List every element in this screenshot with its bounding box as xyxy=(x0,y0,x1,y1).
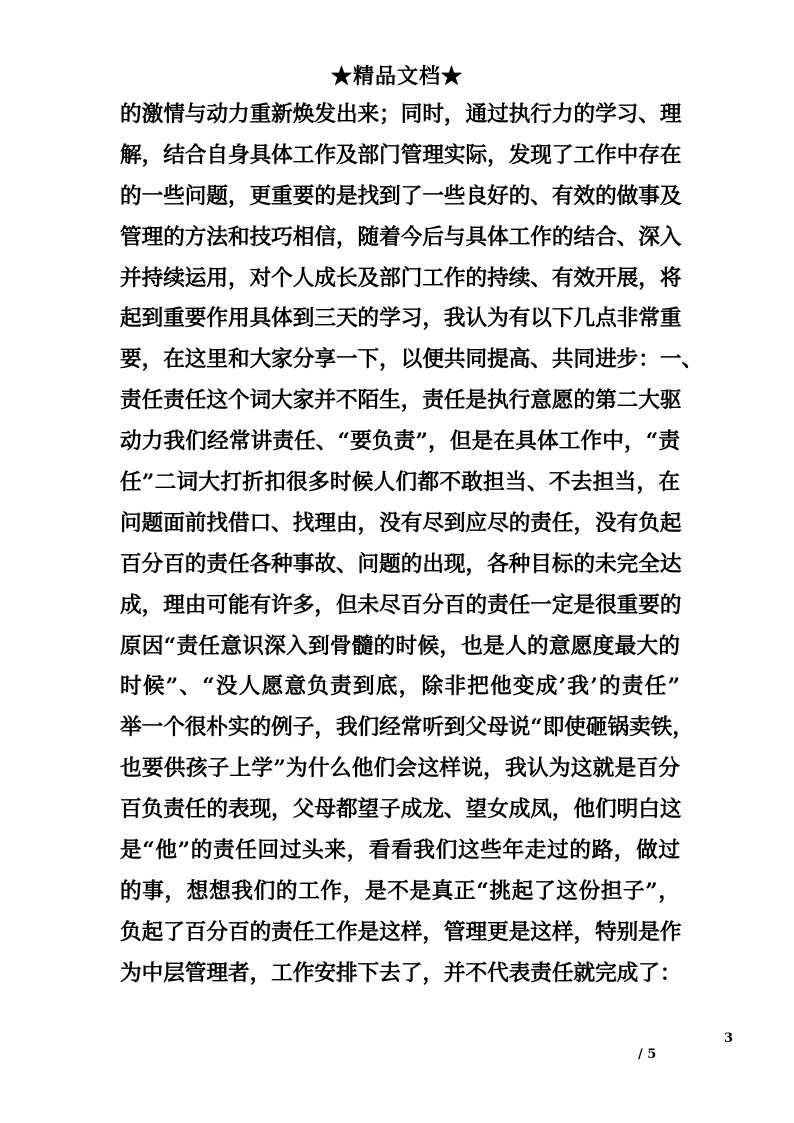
text-line: 并持续运用，对个人成长及部门工作的持续、有效开展，将 xyxy=(120,265,682,291)
document-header-title: ★精品文档★ xyxy=(331,63,463,88)
text-line: 原因“责任意识深入到骨髓的时候，也是人的意愿度最大的 xyxy=(120,633,680,659)
text-line: 百负责任的表现，父母都望子成龙、望女成凤，他们明白这 xyxy=(120,797,682,823)
text-line: 时候”、“没人愿意负责到底，除非把他变成’我’的责任” xyxy=(120,674,680,700)
text-line: 为中层管理者，工作安排下去了，并不代表责任就完成了： xyxy=(120,960,682,986)
text-line: 负起了百分百的责任工作是这样，管理更是这样，特别是作 xyxy=(120,919,682,945)
text-line: 任”二词大打折扣很多时候人们都不敢担当、不去担当，在 xyxy=(120,470,680,496)
text-line: 要，在这里和大家分享一下，以便共同提高、共同进步：一、 xyxy=(120,347,704,373)
text-line: 的激情与动力重新焕发出来；同时，通过执行力的学习、理 xyxy=(120,102,682,127)
text-line: 解，结合自身具体工作及部门管理实际，发现了工作中存在 xyxy=(120,142,682,168)
text-line: 的一些问题，更重要的是找到了一些良好的、有效的做事及 xyxy=(120,183,682,209)
text-line: 的事，想想我们的工作，是不是真正“挑起了这份担子”， xyxy=(120,878,680,904)
text-line: 百分百的责任各种事故、问题的出现，各种目标的未完全达 xyxy=(120,551,682,577)
text-line: 成，理由可能有许多，但未尽百分百的责任一定是很重要的 xyxy=(120,592,682,618)
text-line: 也要供孩子上学”为什么他们会这样说，我认为这就是百分 xyxy=(120,756,680,782)
text-line: 举一个很朴实的例子，我们经常听到父母说“即使砸锅卖铁， xyxy=(120,715,694,741)
text-line: 责任责任这个词大家并不陌生，责任是执行意愿的第二大驱 xyxy=(120,388,682,414)
document-body xyxy=(120,95,704,995)
page-total: / 5 xyxy=(638,1047,657,1062)
text-line: 起到重要作用具体到三天的学习，我认为有以下几点非常重 xyxy=(120,306,682,332)
text-line: 是“他”的责任回过头来，看看我们这些年走过的路，做过 xyxy=(120,838,680,864)
page-number: 3 xyxy=(724,1031,734,1046)
text-line: 管理的方法和技巧相信，随着今后与具体工作的结合、深入 xyxy=(120,224,682,250)
text-line: 问题面前找借口、找理由，没有尽到应尽的责任，没有负起 xyxy=(120,510,682,536)
text-line: 动力我们经常讲责任、“要负责”，但是在具体工作中，“责 xyxy=(120,429,680,455)
